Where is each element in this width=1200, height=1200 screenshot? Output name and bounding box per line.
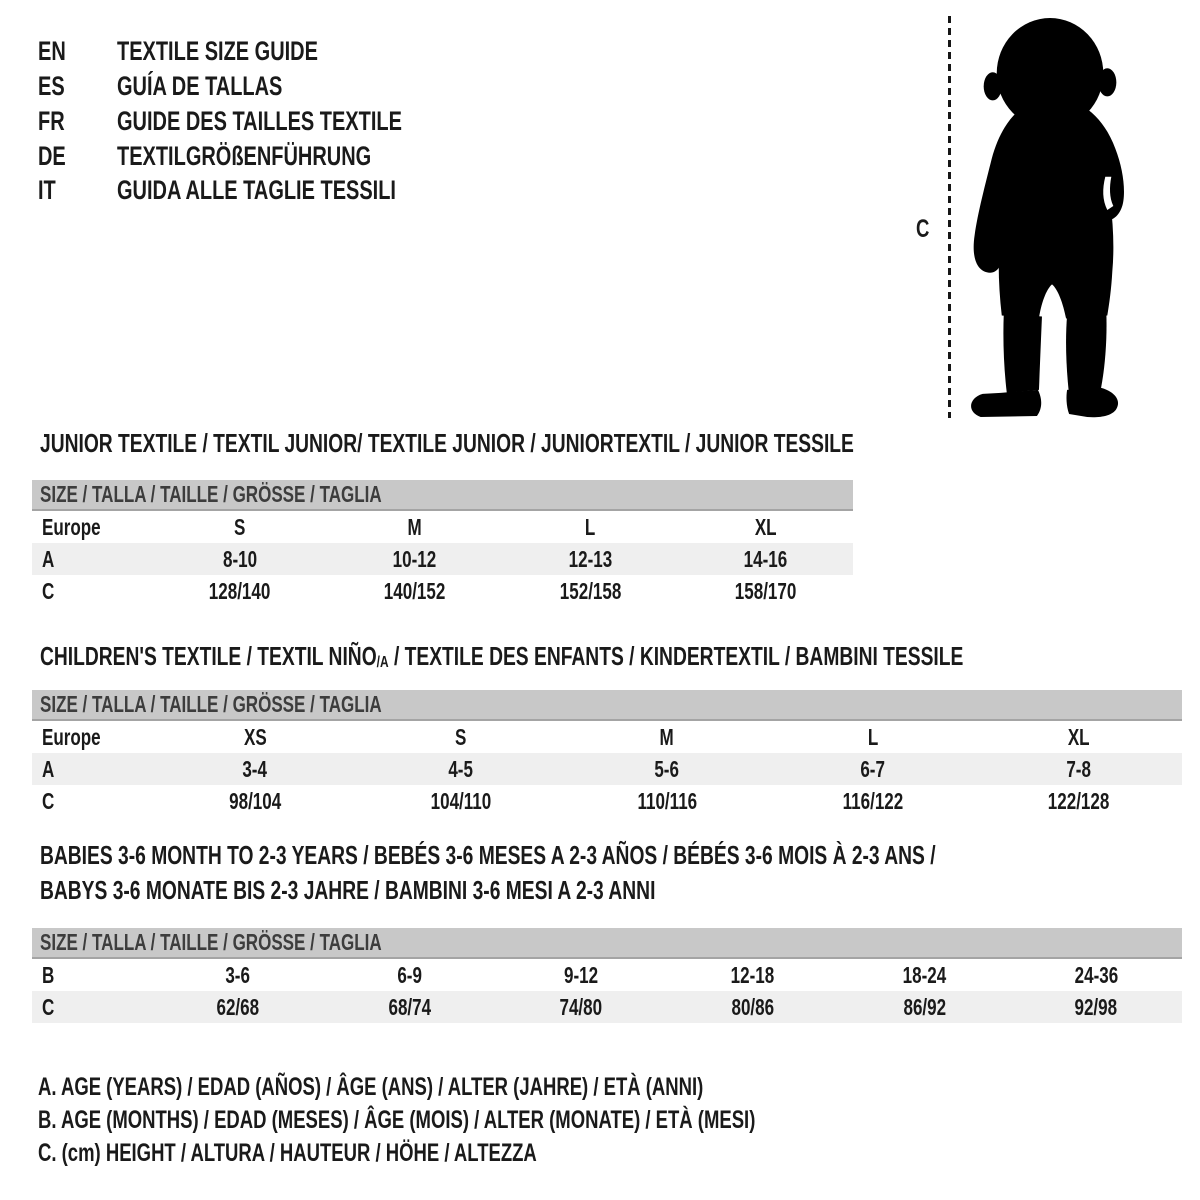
table-row-europe [32,720,1182,753]
age-cell: 5-6 [654,755,680,782]
language-code: FR [38,106,65,136]
table-row-age [32,753,1182,785]
language-code: DE [38,141,66,171]
language-code: EN [38,36,66,66]
height-cell: 140/152 [384,577,446,604]
height-cell: 74/80 [559,993,603,1020]
size-header-label: SIZE / TALLA / TAILLE / GRÖSSE / TAGLIA [40,929,382,955]
children-section-title: CHILDREN'S TEXTILE / TEXTIL NIÑO/A / TEXTILE DES ENFANTS / KINDERTEXTIL / BAMBINI TESSILE [40,641,964,671]
size-header-label: SIZE / TALLA / TAILLE / GRÖSSE / TAGLIA [40,691,382,717]
table-row-age-months [32,958,1182,991]
size-cell: M [659,723,675,750]
size-cell: L [867,723,879,750]
age-cell: 6-9 [397,961,422,988]
height-measure-label: C [916,215,930,243]
row-label: Europe [42,513,101,540]
language-label: TEXTILGRÖßENFÜHRUNG [117,141,372,171]
language-label: GUIDE DES TAILLES TEXTILE [117,106,402,136]
height-cell: 128/140 [208,577,271,604]
size-header-row [32,480,853,510]
size-cell: S [455,723,467,750]
toddler-silhouette-icon [961,16,1135,418]
height-cell: 92/98 [1074,993,1118,1020]
table-row-height [32,575,853,607]
age-cell: 14-16 [743,545,788,572]
language-label: GUÍA DE TALLAS [117,71,283,101]
height-cell: 68/74 [388,993,431,1020]
row-label: Europe [42,723,101,750]
babies-section-title-line2: BABYS 3-6 MONATE BIS 2-3 JAHRE / BAMBINI 3-6 MESI A 2-3 ANNI [40,875,656,905]
age-cell: 9-12 [564,961,599,988]
legend-line-b: B. AGE (MONTHS) / EDAD (MESES) / ÂGE (MOIS) / ALTER (MONATE) / ETÀ (MESI) [38,1106,756,1134]
height-cell: 116/122 [842,787,904,814]
table-row-height [32,785,1182,817]
language-code: ES [38,71,65,101]
age-cell: 24-36 [1074,961,1118,988]
legend-line-c: C. (cm) HEIGHT / ALTURA / HAUTEUR / HÖHE / ALTEZZA [38,1139,537,1167]
age-cell: 4-5 [448,755,474,782]
age-cell: 3-6 [225,961,251,988]
height-cell: 152/158 [559,577,621,604]
height-cell: 158/170 [734,577,797,604]
size-cell: L [584,513,596,540]
height-cell: 104/110 [430,787,492,814]
height-cell: 122/128 [1048,787,1110,814]
table-row-age [32,543,853,575]
language-label: TEXTILE SIZE GUIDE [117,36,318,66]
size-cell: XL [1068,723,1090,750]
junior-size-table [32,480,853,607]
babies-size-table [32,928,1182,1023]
size-cell: S [233,513,246,540]
age-cell: 12-18 [731,961,775,988]
table-row-europe [32,510,853,543]
age-cell: 7-8 [1066,755,1092,782]
age-cell: 12-13 [568,545,612,572]
age-cell: 3-4 [242,755,268,782]
size-cell: XS [243,723,267,750]
height-measure-line [948,16,951,418]
age-cell: 6-7 [860,755,886,782]
row-label: A [42,755,55,782]
size-header-row [32,690,1182,720]
title-subscript: /A [376,653,389,671]
age-cell: 10-12 [393,545,437,572]
height-cell: 80/86 [731,993,775,1020]
age-cell: 8-10 [222,545,257,572]
height-cell: 110/116 [637,787,697,814]
size-header-row [32,928,1182,958]
children-size-table [32,690,1182,817]
height-cell: 86/92 [903,993,946,1020]
table-row-height [32,991,1182,1023]
row-label: A [42,545,55,572]
size-header-label: SIZE / TALLA / TAILLE / GRÖSSE / TAGLIA [40,481,382,507]
size-cell: XL [754,513,777,540]
babies-section-title-line1: BABIES 3-6 MONTH TO 2-3 YEARS / BEBÉS 3-6 MESES A 2-3 AÑOS / BÉBÉS 3-6 MOIS À 2-3 ANS / [40,840,936,870]
row-label: B [42,961,55,988]
language-row-de [0,139,700,173]
height-cell: 62/68 [216,993,260,1020]
language-row-es [0,69,700,103]
size-cell: M [407,513,422,540]
row-label: C [42,993,55,1020]
language-label: GUIDA ALLE TAGLIE TESSILI [117,175,396,205]
language-row-fr [0,104,700,138]
language-code: IT [38,175,56,205]
row-label: C [42,577,55,604]
language-row-en [0,34,700,68]
age-cell: 18-24 [902,961,947,988]
height-cell: 98/104 [228,787,282,814]
junior-section-title: JUNIOR TEXTILE / TEXTIL JUNIOR/ TEXTILE JUNIOR / JUNIORTEXTIL / JUNIOR TESSILE [40,428,854,458]
language-row-it [0,173,700,207]
row-label: C [42,787,55,814]
legend-line-a: A. AGE (YEARS) / EDAD (AÑOS) / ÂGE (ANS) / ALTER (JAHRE) / ETÀ (ANNI) [38,1073,704,1101]
